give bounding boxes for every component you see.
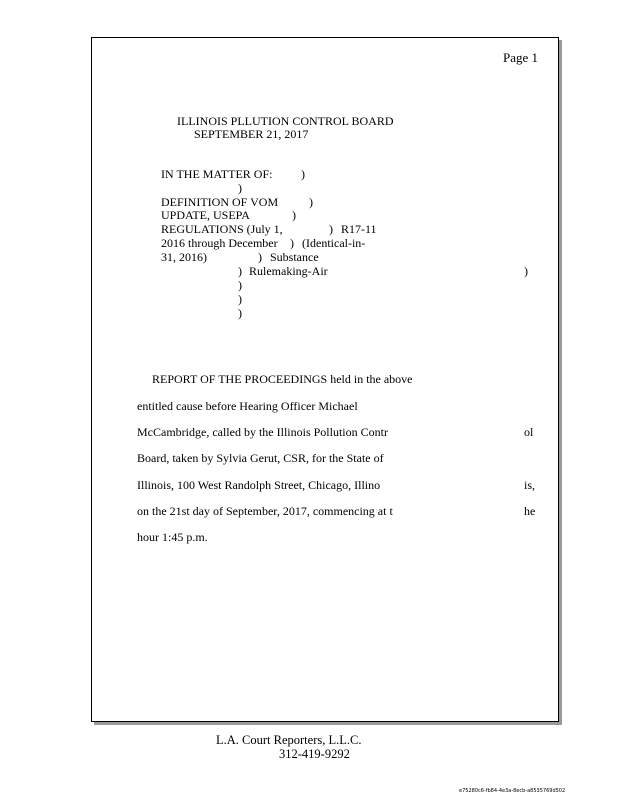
docket-number: R17-11: [341, 222, 377, 236]
caption-paren: ): [301, 167, 305, 181]
caption-line-6: 2016 through December: [161, 236, 278, 250]
caption-line-3: DEFINITION OF VOM: [161, 195, 279, 209]
caption-line-7: 31, 2016): [161, 250, 207, 264]
report-line-6: on the 21st day of September, 2017, commencing at t: [137, 504, 393, 518]
caption-line-4: UPDATE, USEPA: [161, 208, 250, 222]
caption-paren: ): [309, 195, 313, 209]
caption-paren: ): [290, 236, 294, 250]
caption-paren: ): [238, 292, 242, 306]
caption-paren: ): [238, 278, 242, 292]
caption-line-1: IN THE MATTER OF:: [161, 167, 273, 181]
report-line-6-tail: he: [524, 504, 536, 518]
caption-paren: ): [292, 208, 296, 222]
caption-paren: ): [524, 264, 528, 278]
caption-paren: ): [258, 250, 262, 264]
report-line-3: McCambridge, called by the Illinois Pollution Contr: [137, 425, 388, 439]
transcript-page: [91, 37, 559, 722]
caption-paren: ): [329, 222, 333, 236]
hearing-date: SEPTEMBER 21, 2017: [194, 127, 309, 141]
caption-paren: ): [238, 306, 242, 320]
caption-line-5: REGULATIONS (July 1,: [161, 222, 283, 236]
reporter-company: L.A. Court Reporters, L.L.C.: [216, 733, 362, 747]
caption-paren: ): [238, 264, 242, 278]
report-line-5-tail: is,: [524, 478, 536, 492]
rulemaking-type-2: Substance: [270, 250, 319, 264]
rulemaking-type-1: (Identical-in-: [302, 236, 366, 250]
report-line-7: hour 1:45 p.m.: [137, 530, 208, 544]
document-id: e75280c6-fb84-4e3a-8ecb-a8535769d502: [459, 788, 566, 794]
board-title: ILLINOIS PLLUTION CONTROL BOARD: [177, 114, 394, 128]
report-line-5: Illinois, 100 West Randolph Street, Chicago, Illino: [137, 478, 381, 492]
rulemaking-type-3: Rulemaking-Air: [249, 264, 328, 278]
report-line-4: Board, taken by Sylvia Gerut, CSR, for the State of: [137, 451, 384, 465]
caption-paren: ): [238, 181, 242, 195]
report-line-3-tail: ol: [524, 425, 534, 439]
report-line-2: entitled cause before Hearing Officer Michael: [137, 399, 358, 413]
page-number: Page 1: [503, 50, 539, 65]
reporter-phone: 312-419-9292: [279, 747, 350, 761]
report-line-1: REPORT OF THE PROCEEDINGS held in the above: [152, 372, 413, 386]
